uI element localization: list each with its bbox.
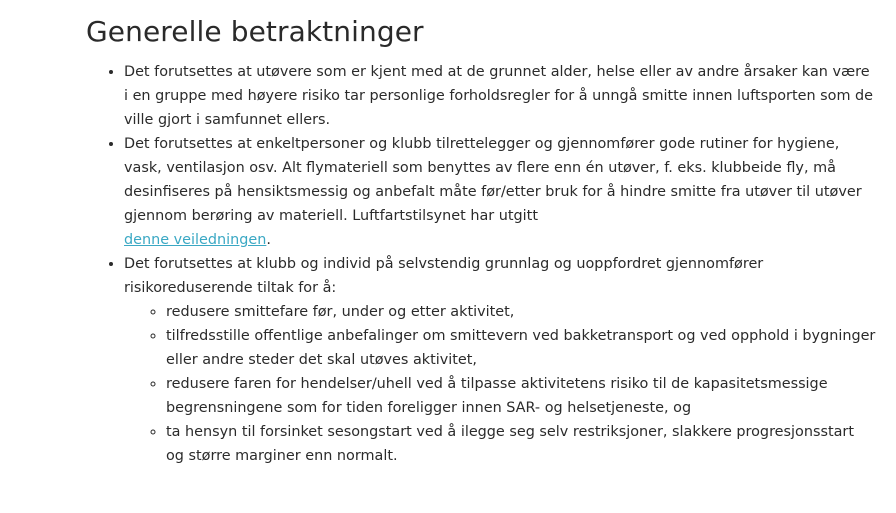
- section-heading: Generelle betraktninger: [86, 15, 424, 48]
- sublist-item: [166, 372, 876, 420]
- considerations-list: [86, 60, 876, 468]
- list-item: [124, 60, 876, 132]
- guidance-link[interactable]: denne veiledningen: [124, 232, 267, 248]
- list-item-text: Det forutsettes at klubb og individ på selvstendig grunnlag og uoppfordret gjennomfører risikoreduserende tiltak for å:: [124, 256, 764, 296]
- link-suffix: .: [266, 232, 271, 248]
- list-item-text: Det forutsettes at utøvere som er kjent med at de grunnet alder, helse eller av andre årsaker kan være i en gruppe med høyere risiko tar personlige forholdsregler for å unngå smitte innen luftsporten som de ville gjort i samfunnet ellers.: [124, 64, 874, 128]
- sublist-item: [166, 420, 876, 468]
- list-item: [124, 132, 876, 252]
- sublist-item-text: redusere smittefare før, under og etter aktivitet,: [166, 304, 515, 320]
- sublist-item-text: ta hensyn til forsinket sesongstart ved å ilegge seg selv restriksjoner, slakkere progresjonsstart og større marginer enn normalt.: [166, 424, 854, 464]
- list-item: [124, 252, 876, 468]
- list-item-text: Det forutsettes at enkeltpersoner og klubb tilrettelegger og gjennomfører gode rutiner for hygiene, vask, ventilasjon osv. Alt flymateriell som benyttes av flere enn én utøver, f. eks. klubbeide fly, må desinfiseres på hensiktsmessig og anbefalt måte før/etter bruk for å hindre smitte fra utøver til utøver gjennom berøring av materiell. Luftfartstilsynet har utgitt: [124, 136, 862, 224]
- sublist-item-text: tilfredsstille offentlige anbefalinger om smittevern ved bakketransport og ved opphold i bygninger eller andre steder det skal utøves aktivitet,: [166, 328, 876, 368]
- sublist-item: [166, 324, 876, 372]
- sublist-item-text: redusere faren for hendelser/uhell ved å tilpasse aktivitetens risiko til de kapasitetsmessige begrensningene som for tiden foreligger innen SAR- og helsetjeneste, og: [166, 376, 828, 416]
- article-section: [86, 12, 876, 468]
- measures-sublist: [124, 300, 876, 468]
- sublist-item: [166, 300, 876, 324]
